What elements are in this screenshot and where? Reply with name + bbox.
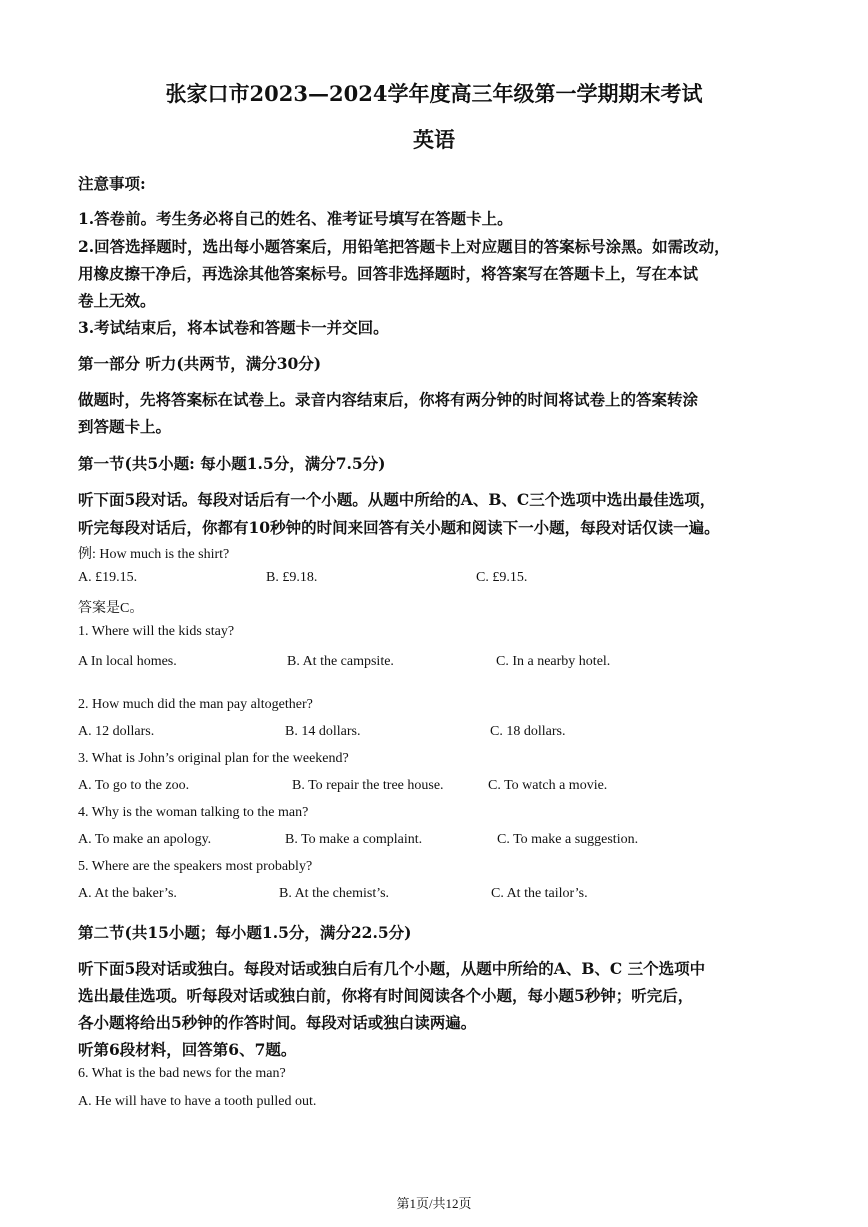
section2-instruction-line-3: 各小题将给出5秒钟的作答时间。每段对话或独白读两遍。 (78, 1013, 477, 1032)
notice-heading: 注意事项: (78, 174, 146, 193)
notice-item-1: 1.答卷前。考生务必将自己的姓名、准考证号填写在答题卡上。 (78, 209, 513, 228)
exam-title: 张家口市2023—2024学年度高三年级第一学期期末考试 (165, 81, 703, 106)
section2-instruction-line-1: 听下面5段对话或独白。每段对话或独白后有几个小题，从题中所给的A、B、C 三个选项中 (78, 959, 706, 978)
question-3-option-a: A. To go to the zoo. (78, 778, 190, 793)
question-6-option-a: A. He will have to have a tooth pulled out. (78, 1094, 317, 1109)
question-5: 5. Where are the speakers most probably? (78, 859, 313, 874)
question-2-option-c: C. 18 dollars. (490, 724, 566, 739)
example-option-c: C. £9.15. (476, 570, 528, 585)
section2-instruction-line-2: 选出最佳选项。听每段对话或独白前，你将有时间阅读各个小题，每小题5秒钟；听完后， (78, 986, 694, 1005)
question-4-option-b: B. To make a complaint. (285, 832, 423, 847)
question-4: 4. Why is the woman talking to the man? (78, 805, 309, 820)
question-1-option-b: B. At the campsite. (287, 654, 394, 669)
question-1-option-a: A In local homes. (78, 654, 177, 669)
section1-instruction-line-2: 听完每段对话后，你都有10秒钟的时间来回答有关小题和阅读下一小题，每段对话仅读一遍。 (78, 518, 720, 537)
notice-item-2-line-1: 2.回答选择题时，选出每小题答案后，用铅笔把答题卡上对应题目的答案标号涂黑。如需改动， (78, 237, 730, 256)
question-2-option-b: B. 14 dollars. (285, 724, 361, 739)
example-option-a: A. £19.15. (78, 570, 138, 585)
notice-item-2-line-2: 用橡皮擦干净后，再选涂其他答案标号。回答非选择题时，将答案写在答题卡上，写在本试 (78, 264, 699, 283)
notice-item-3: 3.考试结束后，将本试卷和答题卡一并交回。 (78, 318, 389, 337)
question-5-option-a: A. At the baker’s. (78, 886, 177, 901)
section2-heading: 第二节(共15小题；每小题1.5分，满分22.5分) (78, 923, 412, 942)
question-5-option-b: B. At the chemist’s. (279, 886, 390, 901)
section1-heading: 第一节(共5小题: 每小题1.5分，满分7.5分) (78, 454, 386, 473)
example-answer: 答案是C。 (78, 601, 144, 616)
question-2-option-a: A. 12 dollars. (78, 724, 155, 739)
question-3: 3. What is John’s original plan for the weekend? (78, 751, 349, 766)
material-6-heading: 听第6段材料，回答第6、7题。 (78, 1040, 297, 1059)
part1-instruction-line-2: 到答题卡上。 (78, 417, 172, 436)
part1-instruction-line-1: 做题时，先将答案标在试卷上。录音内容结束后，你将有两分钟的时间将试卷上的答案转涂 (78, 390, 699, 409)
question-4-option-c: C. To make a suggestion. (497, 832, 639, 847)
example-question: 例: How much is the shirt? (78, 547, 230, 562)
notice-item-2-line-3: 卷上无效。 (78, 291, 156, 310)
subject-title: 英语 (413, 127, 455, 152)
question-3-option-b: B. To repair the tree house. (292, 778, 444, 793)
question-1: 1. Where will the kids stay? (78, 624, 235, 639)
question-2: 2. How much did the man pay altogether? (78, 697, 313, 712)
question-5-option-c: C. At the tailor’s. (491, 886, 588, 901)
question-3-option-c: C. To watch a movie. (488, 778, 608, 793)
question-4-option-a: A. To make an apology. (78, 832, 212, 847)
section1-instruction-line-1: 听下面5段对话。每段对话后有一个小题。从题中所给的A、B、C三个选项中选出最佳选项， (78, 490, 716, 509)
question-1-option-c: C. In a nearby hotel. (496, 654, 611, 669)
question-6: 6. What is the bad news for the man? (78, 1066, 286, 1081)
part1-heading: 第一部分 听力(共两节，满分30分) (78, 354, 322, 373)
example-option-b: B. £9.18. (266, 570, 318, 585)
page-number: 第1页/共12页 (396, 1196, 472, 1211)
